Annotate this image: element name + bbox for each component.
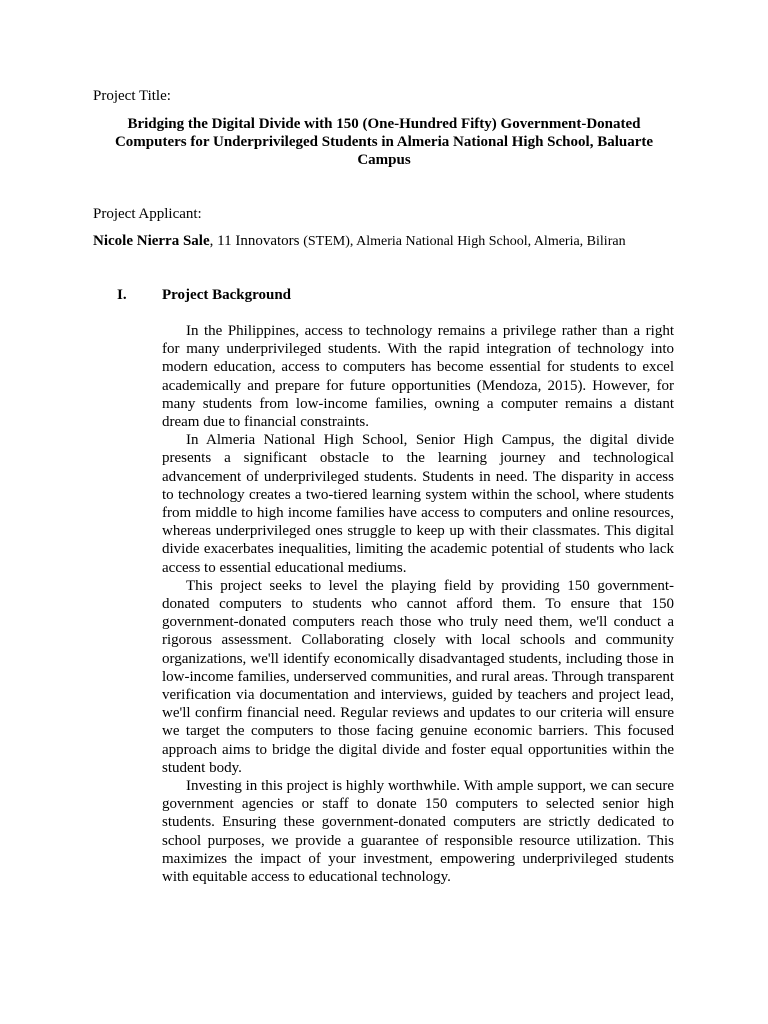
applicant-name: Nicole Nierra Sale bbox=[93, 233, 210, 249]
project-title: Bridging the Digital Divide with 150 (One-Hundred Fifty) Government-Donated Computers for Underprivileged Students in Almeria National High School, Baluarte Campus bbox=[114, 116, 654, 168]
project-applicant-label: Project Applicant: bbox=[93, 206, 202, 222]
applicant-grade: , 11 Innovators bbox=[209, 233, 304, 249]
paragraph: Investing in this project is highly worthwhile. With ample support, we can secure government agencies or staff to donate 150 computers to selected senior high students. Ensuring these government-donated computers are strictly dedicated to school purposes, we provide a guarantee of responsible resource utilization. This maximizes the impact of your investment, empowering underprivileged students with equitable access to educational technology. bbox=[162, 778, 674, 886]
section-heading bbox=[117, 286, 291, 304]
paragraph: In Almeria National High School, Senior High Campus, the digital divide presents a significant obstacle to the learning journey and technological advancement of underprivileged students. Students in need. The disparity in access to technology creates a two-tiered learning system within the school, where students from middle to high income families have access to computers and online resources, whereas underprivileged ones struggle to keep up with their classmates. This digital divide exacerbates inequalities, limiting the academic potential of students who lack access to essential educational mediums. bbox=[162, 432, 674, 576]
paragraph: In the Philippines, access to technology remains a privilege rather than a right for many underprivileged students. With the rapid integration of technology into modern education, access to computers has become essential for students to excel academically and prepare for future opportunities (Mendoza, 2015). However, for many students from low-income families, owning a computer remains a distant dream due to financial constraints. bbox=[162, 323, 674, 431]
applicant-line bbox=[93, 232, 693, 251]
applicant-affiliation: (STEM), Almeria National High School, Almeria, Biliran bbox=[303, 234, 626, 249]
paragraph: This project seeks to level the playing field by providing 150 government-donated computers to students who cannot afford them. To ensure that 150 government-donated computers reach those who truly need them, we'll conduct a rigorous assessment. Collaborating closely with local schools and community organizations, we'll identify economically disadvantaged students, including those in low-income families, underserved communities, and rural areas. Through transparent verification via documentation and interviews, guided by teachers and project lead, we'll confirm financial need. Regular reviews and updates to our criteria will ensure we target the computers to those facing genuine economic barriers. This focused approach aims to bridge the digital divide and foster equal opportunities within the student body. bbox=[162, 577, 674, 776]
project-title-label: Project Title: bbox=[93, 88, 171, 104]
section-body bbox=[162, 322, 674, 886]
section-number: I. bbox=[117, 287, 127, 303]
section-title: Project Background bbox=[162, 287, 292, 303]
